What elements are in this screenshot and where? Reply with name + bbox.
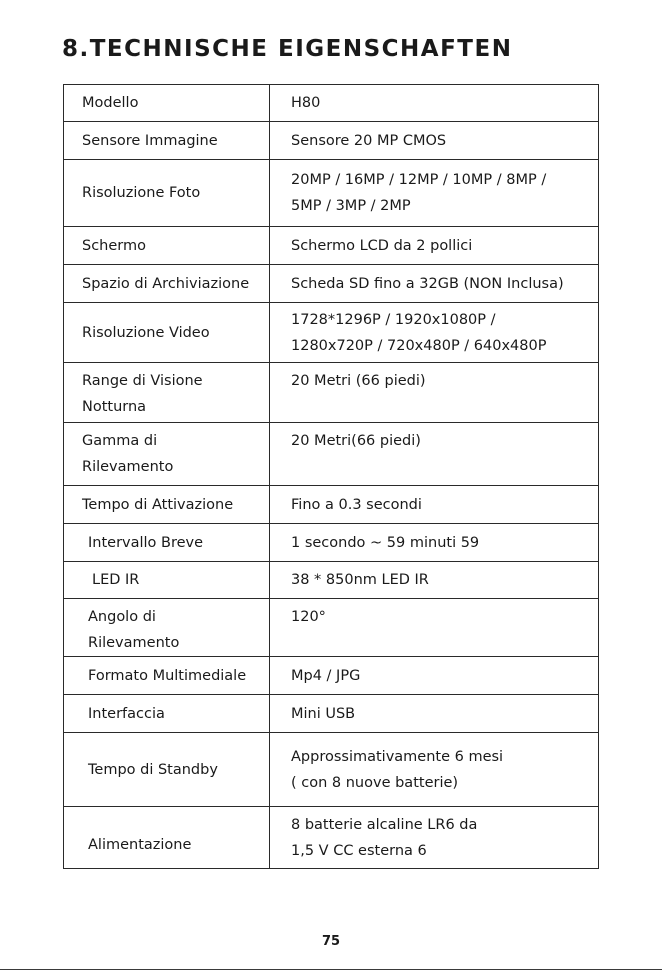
spec-label: [64, 807, 270, 869]
bottom-divider: [0, 969, 662, 970]
spec-row-led-ir: [64, 562, 599, 599]
spec-value: [270, 599, 599, 657]
spec-value-line: Schermo LCD da 2 pollici: [291, 237, 473, 254]
spec-label: Schermo: [64, 227, 270, 265]
spec-value-line: Approssimativamente 6 mesi: [291, 748, 504, 765]
spec-value: [270, 733, 599, 807]
page-number: 75: [321, 934, 341, 949]
spec-value-line: Mp4 / JPG: [291, 667, 361, 684]
spec-value: [270, 807, 599, 869]
spec-label: LED IR: [64, 562, 270, 599]
spec-label: Sensore Immagine: [64, 122, 270, 160]
spec-row-angolo-rilevamento: [64, 599, 599, 657]
spec-label: Formato Multimediale: [64, 657, 270, 695]
spec-label: [64, 423, 270, 486]
spec-label: Intervallo Breve: [64, 524, 270, 562]
spec-value: [270, 363, 599, 423]
spec-label-line: Angolo di: [88, 609, 156, 625]
spec-label: Risoluzione Video: [64, 303, 270, 363]
spec-label: Interfaccia: [64, 695, 270, 733]
spec-value: [270, 265, 599, 303]
spec-row-alimentazione: [64, 807, 599, 869]
spec-value: [270, 657, 599, 695]
spec-value-line: Sensore 20 MP CMOS: [291, 132, 447, 149]
spec-value: [270, 562, 599, 599]
spec-value: [270, 160, 599, 227]
spec-value-line: 1 secondo ~ 59 minuti 59: [291, 534, 480, 551]
spec-row-schermo: [64, 227, 599, 265]
spec-label: [64, 599, 270, 657]
spec-label-line: Rilevamento: [88, 635, 180, 651]
spec-value-line: H80: [291, 95, 321, 111]
spec-row-sensore-immagine: [64, 122, 599, 160]
spec-label: Tempo di Standby: [64, 733, 270, 807]
spec-value-line: 20MP / 16MP / 12MP / 10MP / 8MP /: [291, 172, 547, 188]
spec-value: [270, 423, 599, 486]
spec-row-risoluzione-video: [64, 303, 599, 363]
spec-value: [270, 524, 599, 562]
spec-value-line: 8 batterie alcaline LR6 da: [291, 816, 478, 833]
spec-row-tempo-attivazione: [64, 486, 599, 524]
spec-value-line: 5MP / 3MP / 2MP: [291, 198, 411, 214]
spec-row-formato-multimediale: [64, 657, 599, 695]
spec-value-line: 20 Metri (66 piedi): [291, 373, 426, 389]
spec-value-line: Fino a 0.3 secondi: [291, 496, 422, 513]
spec-value-line: Mini USB: [291, 705, 356, 722]
spec-value-line: 1728*1296P / 1920x1080P /: [291, 311, 496, 328]
spec-label: Modello: [64, 85, 270, 122]
spec-row-spazio-archiviazione: [64, 265, 599, 303]
spec-value: [270, 303, 599, 363]
spec-label-line: Gamma di: [82, 433, 158, 449]
spec-value-line: Scheda SD fino a 32GB (NON Inclusa): [291, 275, 564, 292]
spec-label: Spazio di Archiviazione: [64, 265, 270, 303]
spec-label-line: Alimentazione: [88, 837, 192, 853]
spec-value: [270, 486, 599, 524]
spec-value-line: 1280x720P / 720x480P / 640x480P: [291, 337, 547, 354]
spec-value: [270, 85, 599, 122]
spec-row-interfaccia: [64, 695, 599, 733]
spec-label: [64, 363, 270, 423]
spec-value: [270, 695, 599, 733]
spec-value-line: 20 Metri(66 piedi): [291, 433, 421, 449]
spec-row-range-visione-notturna: [64, 363, 599, 423]
spec-value-line: 38 * 850nm LED IR: [291, 572, 429, 588]
spec-row-modello: [64, 85, 599, 122]
spec-row-risoluzione-foto: [64, 160, 599, 227]
spec-label-line: Range di Visione: [82, 373, 203, 389]
spec-value-line: ( con 8 nuove batterie): [291, 774, 459, 791]
spec-value: [270, 227, 599, 265]
spec-label-line: Rilevamento: [82, 459, 174, 475]
spec-table: [63, 84, 599, 869]
spec-label-line: Notturna: [82, 399, 147, 415]
spec-label: Risoluzione Foto: [64, 160, 270, 227]
spec-row-intervallo-breve: [64, 524, 599, 562]
spec-row-tempo-standby: [64, 733, 599, 807]
spec-value-line: 1,5 V CC esterna 6: [291, 842, 427, 859]
spec-label: Tempo di Attivazione: [64, 486, 270, 524]
spec-value: [270, 122, 599, 160]
page-title: 8.TECHNISCHE EIGENSCHAFTEN: [62, 36, 513, 62]
spec-row-gamma-rilevamento: [64, 423, 599, 486]
spec-value-line: 120°: [291, 609, 326, 625]
